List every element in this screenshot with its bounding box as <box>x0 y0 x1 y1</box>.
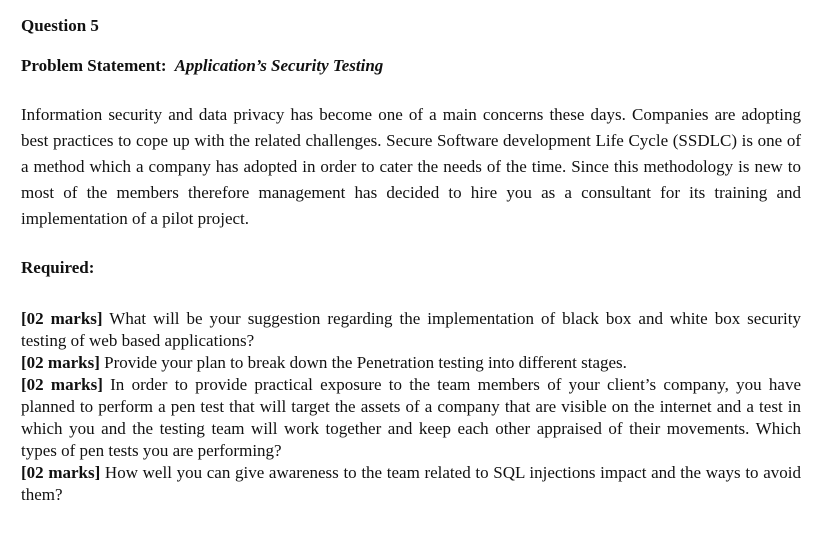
marks-label: [02 marks] <box>21 353 100 372</box>
problem-statement-title: Application’s Security Testing <box>174 56 384 75</box>
question-list <box>21 308 801 506</box>
question-title: Question 5 <box>21 16 99 35</box>
marks-label: [02 marks] <box>21 309 103 328</box>
intro-paragraph: Information security and data privacy has become one of a main concerns these days. Companies are adopting best practices to cope up with the related challenges. Secure Software development Life Cycle (SSDLC) is one of a method which a company has adopted in order to cater the needs of the time. Since this methodology is new to most of the members therefore management has decided to hire you as a consultant for its training and implementation of a pilot project. <box>21 105 801 228</box>
document-page <box>21 14 801 506</box>
question-text: How well you can give awareness to the team related to SQL injections impact and the ways to avoid them? <box>21 463 801 504</box>
question-item <box>21 352 801 374</box>
problem-statement-label: Problem Statement: <box>21 56 167 75</box>
required-heading: Required: <box>21 258 95 277</box>
question-text: Provide your plan to break down the Penetration testing into different stages. <box>99 353 627 372</box>
problem-statement <box>21 54 801 78</box>
question-item <box>21 308 801 352</box>
question-text: In order to provide practical exposure to the team members of your client’s company, you have planned to perform a pen test that will target the assets of a company that are visible on the internet and a test in which you and the testing team will work together and keep each other appraised of their movements. Which types of pen tests you are performing? <box>21 375 801 460</box>
question-text: What will be your suggestion regarding the implementation of black box and white box security testing of web based applications? <box>21 309 801 350</box>
question-item <box>21 462 801 506</box>
marks-label: [02 marks] <box>21 375 103 394</box>
question-item <box>21 374 801 462</box>
marks-label: [02 marks] <box>21 463 101 482</box>
